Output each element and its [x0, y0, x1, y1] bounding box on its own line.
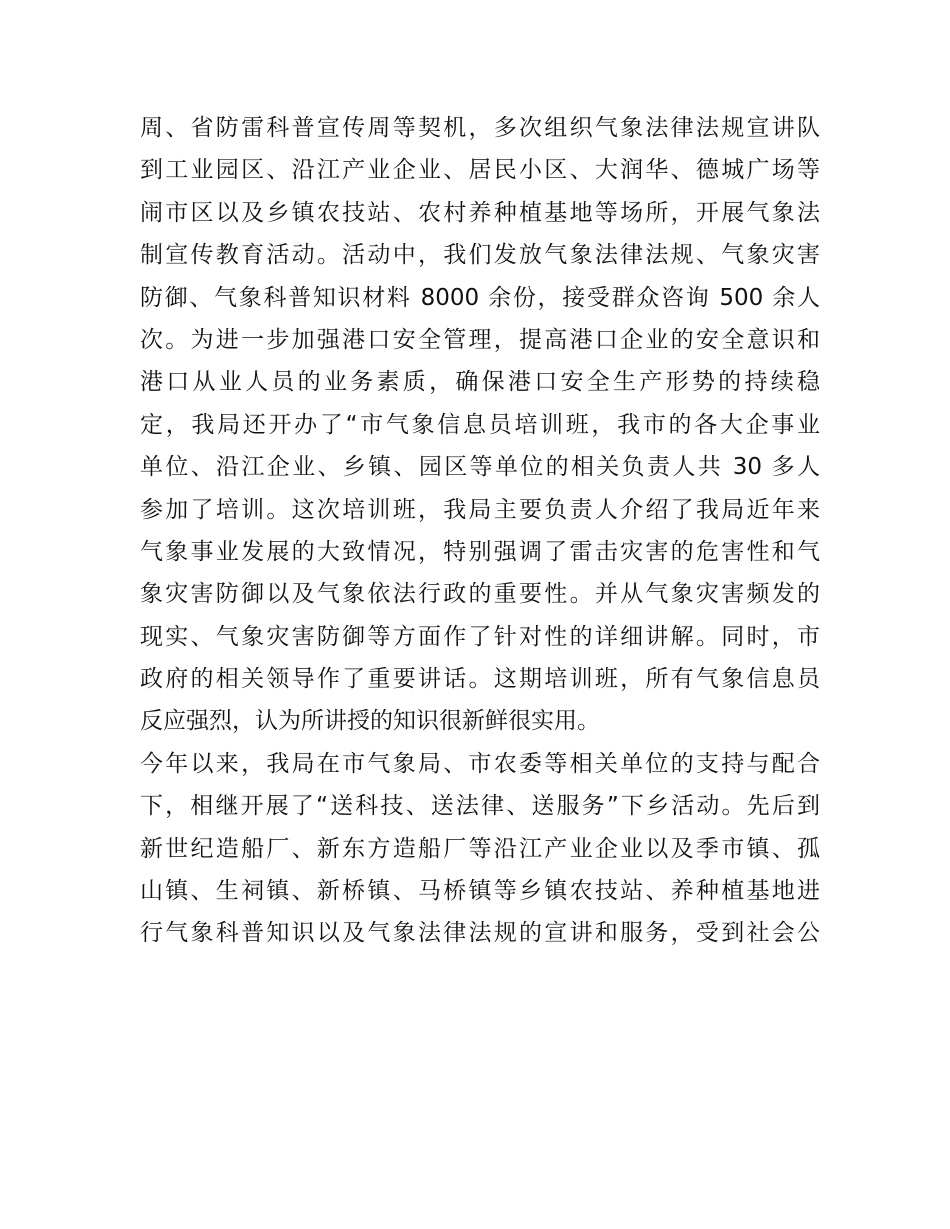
text-line: 闹市区以及乡镇农技站、农村养种植基地等场所，开展气象法: [140, 199, 820, 226]
body-text: [140, 107, 820, 955]
text-line: 山镇、生祠镇、新桥镇、马桥镇等乡镇农技站、养种植基地进: [140, 878, 820, 905]
text-line: 定，我局还开办了“市气象信息员培训班，我市的各大企事业: [140, 411, 820, 438]
text-line: 次。为进一步加强港口安全管理，提高港口企业的安全意识和: [140, 326, 820, 353]
text-line: 今年以来，我局在市气象局、市农委等相关单位的支持与配合: [140, 750, 820, 777]
text-line: 制宣传教育活动。活动中，我们发放气象法律法规、气象灾害: [140, 242, 820, 269]
text-line: 反应强烈，认为所讲授的知识很新鲜很实用。: [140, 708, 600, 735]
text-line: 参加了培训。这次培训班，我局主要负责人介绍了我局近年来: [140, 496, 820, 523]
text-line: 下，相继开展了“送科技、送法律、送服务”下乡活动。先后到: [140, 793, 820, 820]
text-line: 行气象科普知识以及气象法律法规的宣讲和服务，受到社会公: [140, 920, 820, 947]
text-line: 象灾害防御以及气象依法行政的重要性。并从气象灾害频发的: [140, 581, 820, 608]
text-line: 防御、气象科普知识材料 8000 余份，接受群众咨询 500 余人: [140, 284, 820, 311]
text-line: 政府的相关领导作了重要讲话。这期培训班，所有气象信息员: [140, 666, 820, 693]
text-line: 新世纪造船厂、新东方造船厂等沿江产业企业以及季市镇、孤: [140, 835, 820, 862]
text-line: 现实、气象灾害防御等方面作了针对性的详细讲解。同时，市: [140, 623, 820, 650]
text-line: 周、省防雷科普宣传周等契机，多次组织气象法律法规宣讲队: [140, 115, 820, 141]
text-line: 港口从业人员的业务素质，确保港口安全生产形势的持续稳: [140, 369, 820, 396]
text-line: 气象事业发展的大致情况，特别强调了雷击灾害的危害性和气: [140, 538, 820, 565]
text-line: 到工业园区、沿江产业企业、居民小区、大润华、德城广场等: [140, 157, 820, 184]
text-line: 单位、沿江企业、乡镇、园区等单位的相关负责人共 30 多人: [140, 454, 820, 481]
